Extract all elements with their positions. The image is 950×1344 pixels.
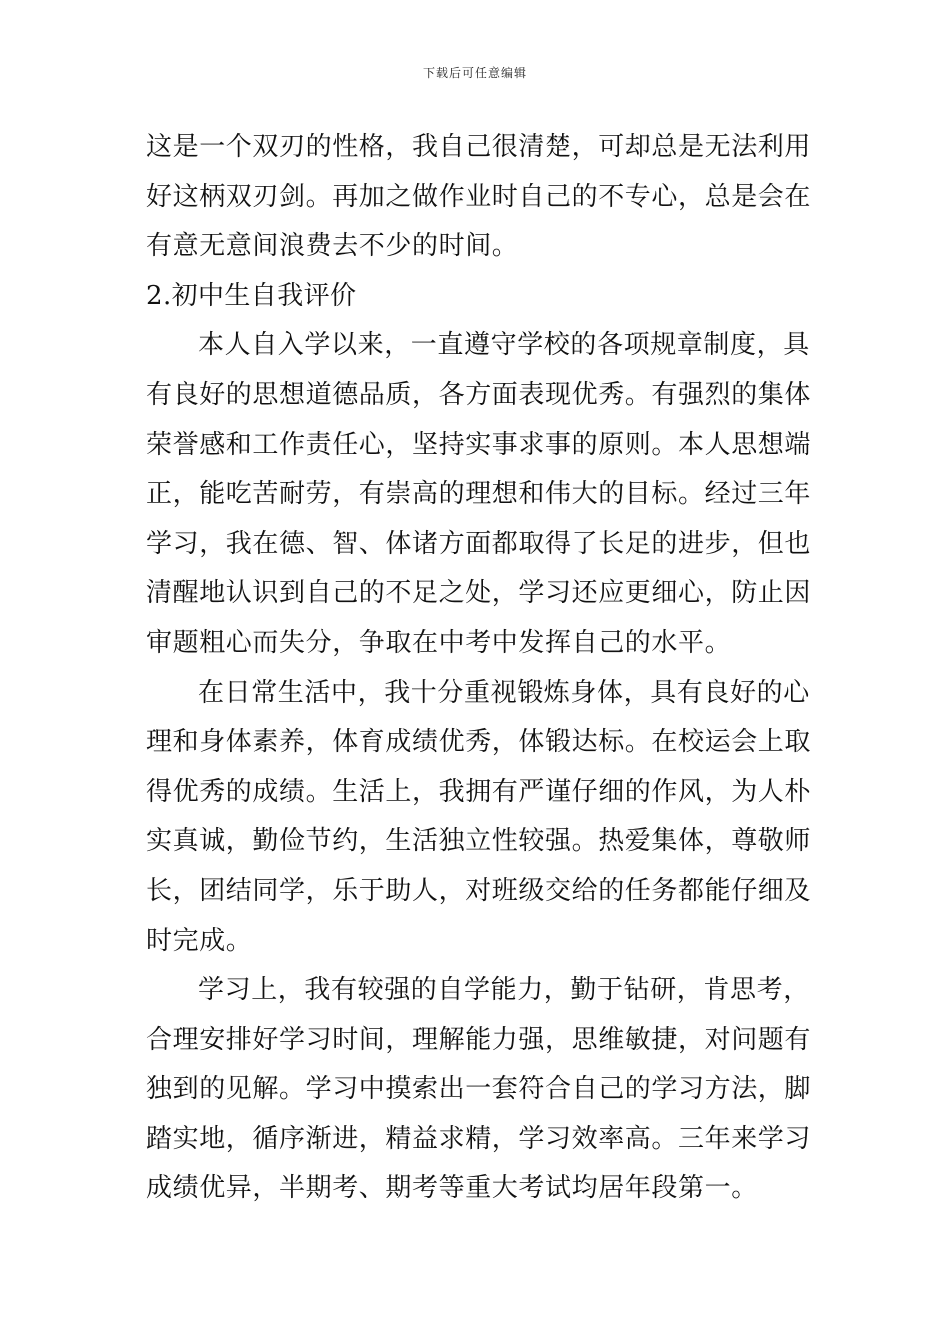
text-line: 合理安排好学习时间，理解能力强，思维敏捷，对问题有	[146, 1024, 812, 1055]
paragraph-first-line: 本人自入学以来，一直遵守学校的各项规章制度，具	[198, 330, 810, 361]
document-body	[146, 123, 811, 1214]
text-line: 实真诚，勤俭节约，生活独立性较强。热爱集体，尊敬师	[146, 826, 812, 857]
text-line: 学习，我在德、智、体诸方面都取得了长足的进步，但也	[146, 528, 812, 559]
text-line: 独到的见解。学习中摸索出一套符合自己的学习方法，脚	[146, 1074, 812, 1105]
text-line: 清醒地认识到自己的不足之处，学习还应更细心，防止因	[146, 578, 812, 609]
text-line: 这是一个双刃的性格，我自己很清楚，可却总是无法利用	[146, 132, 812, 162]
page-header-note: 下载后可任意编辑	[422, 66, 527, 80]
text-line: 正，能吃苦耐劳，有崇高的理想和伟大的目标。经过三年	[146, 479, 812, 510]
text-line: 得优秀的成绩。生活上，我拥有严谨仔细的作风，为人朴	[146, 776, 812, 807]
text-line: 有良好的思想道德品质，各方面表现优秀。有强烈的集体	[146, 379, 812, 410]
text-line: 审题粗心而失分，争取在中考中发挥自己的水平。	[146, 627, 732, 658]
text-line: 有意无意间浪费去不少的时间。	[146, 231, 519, 262]
text-line: 荣誉感和工作责任心，坚持实事求事的原则。本人思想端	[146, 429, 812, 460]
text-line: 长，团结同学，乐于助人，对班级交给的任务都能仔细及	[146, 875, 812, 906]
paragraph-first-line: 在日常生活中，我十分重视锻炼身体，具有良好的心	[198, 677, 810, 708]
text-line: 时完成。	[146, 925, 253, 956]
text-line: 踏实地，循序渐进，精益求精，学习效率高。三年来学习	[146, 1123, 812, 1154]
text-line: 理和身体素养，体育成绩优秀，体锻达标。在校运会上取	[146, 727, 812, 758]
text-line: 成绩优异，半期考、期考等重大考试均居年段第一。	[146, 1173, 758, 1204]
section-heading: 2.初中生自我评价	[146, 280, 357, 311]
paragraph-first-line: 学习上，我有较强的自学能力，勤于钻研，肯思考，	[198, 975, 810, 1006]
text-line: 好这柄双刃剑。再加之做作业时自己的不专心，总是会在	[146, 181, 812, 212]
